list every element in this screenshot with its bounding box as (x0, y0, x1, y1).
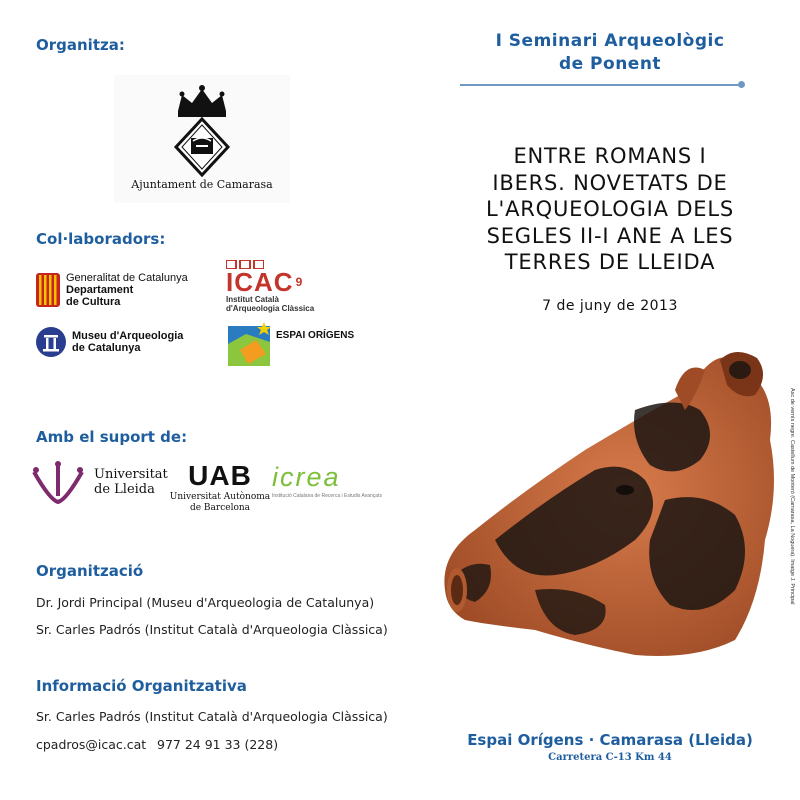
info-heading: Informació Organitzativa (36, 677, 247, 695)
museu-logo (36, 327, 183, 357)
title-line3: L'ARQUEOLOGIA DELS (486, 197, 734, 221)
artifact-photo (435, 340, 785, 665)
udl-line1: Universitat (94, 467, 168, 482)
camarasa-coat-of-arms-icon (158, 83, 246, 183)
icac-word: ICAC (226, 267, 294, 297)
generalitat-line1: Generalitat de Catalunya (66, 272, 188, 284)
info-person: Sr. Carles Padrós (Institut Català d'Arqueologia Clàssica) (36, 709, 388, 724)
espai-origens-logo (226, 320, 354, 368)
venue: Espai Orígens · Camarasa (Lleida) (467, 731, 753, 749)
espai-origens-label: ESPAI ORÍGENS (276, 330, 355, 341)
senyera-icon (36, 273, 60, 307)
udl-line2: de Lleida (94, 482, 155, 497)
icac-sub1: Institut Català (226, 295, 279, 304)
right-panel (420, 0, 800, 800)
info-email[interactable]: cpadros@icac.cat (36, 737, 147, 752)
generalitat-logo (36, 272, 188, 308)
seminar-title (420, 30, 800, 76)
event-date: 7 de juny de 2013 (542, 298, 678, 314)
title-line5: TERRES DE LLEIDA (504, 250, 716, 274)
title-line1: ENTRE ROMANS I (513, 144, 707, 168)
museu-line2: de Catalunya (72, 342, 141, 354)
icac-logo (226, 260, 314, 313)
divider-dot (738, 81, 745, 88)
organitzacio-heading: Organització (36, 562, 144, 580)
collaboradors-heading: Col·laboradors: (36, 230, 166, 248)
espai-origens-icon (226, 320, 272, 368)
icrea-logo (272, 462, 382, 499)
suport-heading: Amb el suport de: (36, 428, 188, 446)
title-divider (460, 84, 740, 86)
icrea-sub: Institució Catalana de Recerca i Estudis Avançats (272, 493, 382, 499)
generalitat-line3: de Cultura (66, 296, 121, 308)
museu-line1: Museu d'Arqueologia (72, 330, 184, 342)
udl-logo (30, 460, 168, 504)
photo-credit: Asc de vernís negre. Castellum de Monteró (Camarasa, La Noguera). Imatge J. Principal (789, 388, 795, 605)
udl-emblem-icon (30, 460, 86, 504)
title-line4: SEGLES II-I ANE A LES (486, 223, 734, 248)
road-address: Carretera C-13 Km 44 (548, 752, 672, 763)
organitza-heading: Organitza: (36, 36, 125, 54)
info-phone: 977 24 91 33 (228) (157, 737, 279, 752)
uab-logo (168, 460, 272, 514)
organizer-person-1: Dr. Jordi Principal (Museu d'Arqueologia de Catalunya) (36, 595, 375, 610)
ajuntament-logo (114, 75, 290, 203)
boar-head-vessel-image (435, 340, 785, 665)
title-line2: IBERS. NOVETATS DE (492, 170, 728, 195)
ajuntament-label: Ajuntament de Camarasa (131, 178, 273, 191)
event-title (420, 143, 800, 276)
uab-sub1: Universitat Autònoma (169, 492, 271, 502)
uab-word: UAB (188, 460, 252, 491)
museu-column-icon (36, 327, 66, 357)
generalitat-line2: Departament (66, 284, 134, 296)
seminar-line1: I Seminari Arqueològic (495, 31, 725, 51)
seminar-line2: de Ponent (558, 54, 662, 74)
icac-sub2: d'Arqueologia Clàssica (226, 304, 315, 313)
organizer-person-2: Sr. Carles Padrós (Institut Català d'Arqueologia Clàssica) (36, 622, 388, 637)
uab-sub2: de Barcelona (189, 503, 251, 513)
icac-superscript: 9 (295, 275, 303, 289)
icrea-word: icrea (272, 462, 341, 492)
